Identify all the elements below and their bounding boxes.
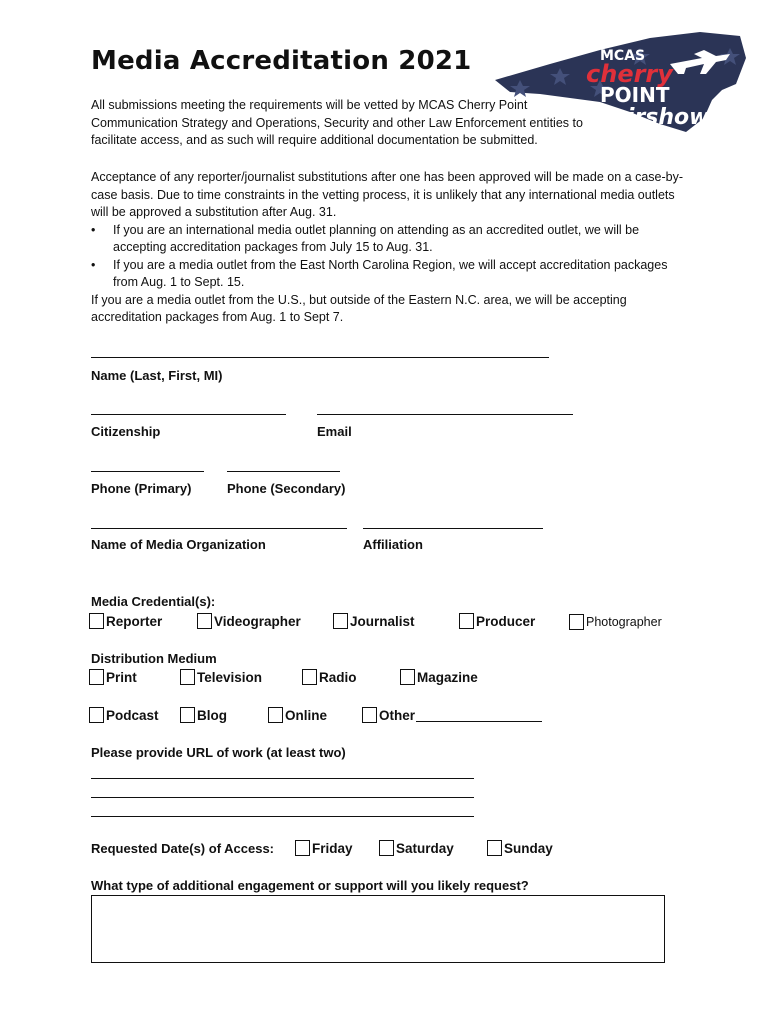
media-org-label: Name of Media Organization — [91, 537, 266, 552]
checkbox-journalist[interactable] — [333, 613, 415, 629]
phone-secondary-label: Phone (Secondary) — [227, 481, 346, 496]
checkbox-box[interactable] — [333, 613, 348, 629]
bullet-east-nc: • If you are a media outlet from the East North Carolina Region, we will accept accreditation packages from Aug. 1 to Sept. 15. — [91, 257, 691, 292]
other-blank[interactable] — [416, 708, 542, 722]
checkbox-box[interactable] — [268, 707, 283, 723]
checkbox-blog[interactable] — [180, 707, 227, 723]
url-line-3[interactable] — [91, 816, 474, 817]
checkbox-label: Producer — [476, 613, 536, 629]
checkbox-online[interactable] — [268, 707, 327, 723]
acceptance-paragraph: Acceptance of any reporter/journalist substitutions after one has been approved will be made on a case-by-case basis. Due to time constraints in the vetting process, it is unlikely that any international media outlets will be approved a substitution after Aug. 31. — [91, 170, 684, 219]
distribution-heading: Distribution Medium — [91, 651, 217, 666]
url-line-2[interactable] — [91, 797, 474, 798]
url-line-1[interactable] — [91, 778, 474, 779]
media-org-line[interactable] — [91, 528, 347, 529]
bullet-international: • If you are an international media outlet planning on attending as an accredited outlet, we will be accepting accreditation packages from July 15 to Aug. 31. — [91, 222, 691, 257]
checkbox-friday[interactable] — [295, 840, 353, 856]
checkbox-box[interactable] — [89, 669, 104, 685]
checkbox-box[interactable] — [89, 707, 104, 723]
citizenship-label: Citizenship — [91, 424, 161, 439]
checkbox-label: Journalist — [350, 613, 415, 629]
checkbox-label: Blog — [197, 707, 227, 723]
checkbox-box[interactable] — [459, 613, 474, 629]
checkbox-box[interactable] — [569, 614, 584, 630]
checkbox-label: Online — [285, 707, 328, 723]
checkbox-label: Magazine — [417, 669, 478, 685]
engagement-question: What type of additional engagement or support will you likely request? — [91, 878, 529, 893]
checkbox-box[interactable] — [180, 669, 195, 685]
affiliation-label: Affiliation — [363, 537, 423, 552]
checkbox-box[interactable] — [379, 840, 394, 856]
logo-airshow: airshow — [612, 105, 710, 130]
acceptance-closing: If you are a media outlet from the U.S., but outside of the Eastern N.C. area, we will be accepting accreditation packages from Aug. 1 to Sept 7. — [91, 292, 627, 324]
checkbox-radio[interactable] — [302, 669, 357, 685]
checkbox-podcast[interactable] — [89, 707, 159, 723]
phone-primary-line[interactable] — [91, 471, 204, 472]
logo-point: POINT — [600, 83, 670, 107]
checkbox-label: Videographer — [214, 613, 301, 629]
logo-mcas: MCAS — [600, 48, 646, 64]
checkbox-saturday[interactable] — [379, 840, 454, 856]
checkbox-label: Other — [379, 707, 416, 723]
checkbox-box[interactable] — [362, 707, 377, 723]
checkbox-television[interactable] — [180, 669, 262, 685]
url-heading: Please provide URL of work (at least two) — [91, 745, 346, 760]
credentials-heading: Media Credential(s): — [91, 594, 216, 609]
checkbox-photographer[interactable] — [569, 614, 662, 630]
checkbox-label: Television — [197, 669, 263, 685]
page-title: Media Accreditation 2021 — [91, 46, 472, 76]
phone-primary-label: Phone (Primary) — [91, 481, 192, 496]
checkbox-label: Photographer — [586, 615, 662, 629]
checkbox-other[interactable] — [362, 707, 542, 723]
email-line[interactable] — [317, 414, 573, 415]
checkbox-label: Radio — [319, 669, 357, 685]
checkbox-box[interactable] — [197, 613, 212, 629]
name-line[interactable] — [91, 357, 549, 358]
checkbox-label: Friday — [312, 840, 353, 856]
checkbox-producer[interactable] — [459, 613, 535, 629]
checkbox-label: Podcast — [106, 707, 159, 723]
logo-cherry: cherry — [586, 60, 673, 88]
checkbox-print[interactable] — [89, 669, 137, 685]
dates-label: Requested Date(s) of Access: — [91, 841, 275, 856]
checkbox-reporter[interactable] — [89, 613, 162, 629]
checkbox-label: Saturday — [396, 840, 454, 856]
checkbox-box[interactable] — [487, 840, 502, 856]
phone-secondary-line[interactable] — [227, 471, 340, 472]
checkbox-box[interactable] — [180, 707, 195, 723]
acceptance-section — [91, 169, 691, 327]
checkbox-label: Reporter — [106, 613, 163, 629]
affiliation-line[interactable] — [363, 528, 543, 529]
checkbox-box[interactable] — [302, 669, 317, 685]
name-label: Name (Last, First, MI) — [91, 368, 223, 383]
email-label: Email — [317, 424, 352, 439]
checkbox-label: Print — [106, 669, 137, 685]
checkbox-sunday[interactable] — [487, 840, 553, 856]
checkbox-box[interactable] — [89, 613, 104, 629]
citizenship-line[interactable] — [91, 414, 286, 415]
intro-text: All submissions meeting the requirements will be vetted by MCAS Cherry Point Communication Strategy and Operations, Security and other Law Enforcement entities to facilitate access, and as such will require additional documentation be submitted. — [91, 98, 583, 147]
checkbox-box[interactable] — [400, 669, 415, 685]
checkbox-box[interactable] — [295, 840, 310, 856]
engagement-textarea[interactable] — [91, 895, 665, 963]
checkbox-label: Sunday — [504, 840, 553, 856]
checkbox-magazine[interactable] — [400, 669, 478, 685]
checkbox-videographer[interactable] — [197, 613, 301, 629]
